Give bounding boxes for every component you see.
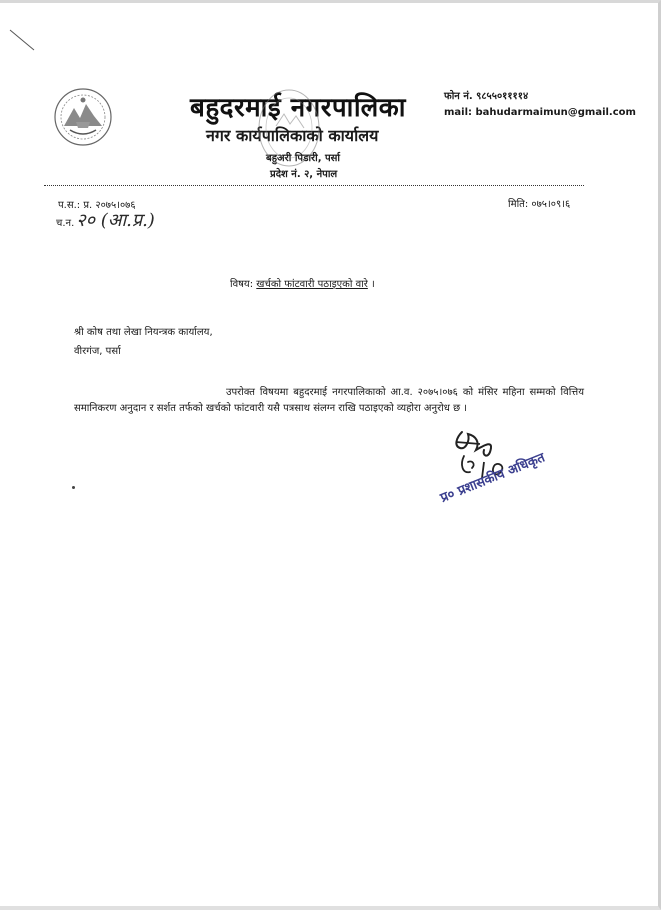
reference-number: प.स.: प्र. २०७५।०७६ <box>58 200 136 211</box>
dispatch-label: च.न. <box>56 218 75 229</box>
subject-text: खर्चको फांटवारी पठाइएको वारे <box>256 279 368 290</box>
scan-corner-mark <box>8 28 38 54</box>
address-line-1: बहुअरी पिडारी, पर्सा <box>266 153 341 164</box>
round-seal-stamp-icon <box>254 86 324 170</box>
address-line-2: प्रदेश नं. २, नेपाल <box>270 169 338 180</box>
subject-end-mark: । <box>371 279 375 290</box>
dispatch-number <box>56 208 155 232</box>
subject-line <box>230 276 375 290</box>
recipient-block <box>74 323 213 361</box>
org-name: बहुदरमाई नगरपालिका <box>190 93 406 123</box>
phone-number: फोन नं. ९८५५०११११४ <box>444 91 529 102</box>
recipient-line-1: श्री कोष तथा लेखा नियन्त्रक कार्यालय, <box>74 327 213 338</box>
email-address: mail: bahudarmaimun@gmail.com <box>444 107 636 118</box>
dispatch-handwritten: २० (आ.प्र.) <box>76 210 155 231</box>
header-divider <box>44 185 584 186</box>
letter-date: मिति: ०७५।०९।६ <box>508 199 571 210</box>
official-designation-stamp: प्र० प्रशासकीय अधिकृत <box>438 450 548 506</box>
recipient-line-2: वीरगंज, पर्सा <box>74 346 121 357</box>
scan-speck <box>72 486 75 489</box>
office-name: नगर कार्यपालिकाको कार्यालय <box>206 126 379 145</box>
body-paragraph: उपरोक्त विषयमा बहुदरमाई नगरपालिकाको आ.व. २०७५।०७६ को मंसिर महिना सम्मको वित्तिय समानिकरण अनुदान र सर्शत तर्फको खर्चको फांटवारी यसै पत्रसाथ संलग्न राखि पठाइएको व्यहोरा अनुरोध छ । <box>74 387 584 414</box>
subject-label: विषय: <box>230 279 254 290</box>
nepal-emblem-icon <box>52 86 114 148</box>
